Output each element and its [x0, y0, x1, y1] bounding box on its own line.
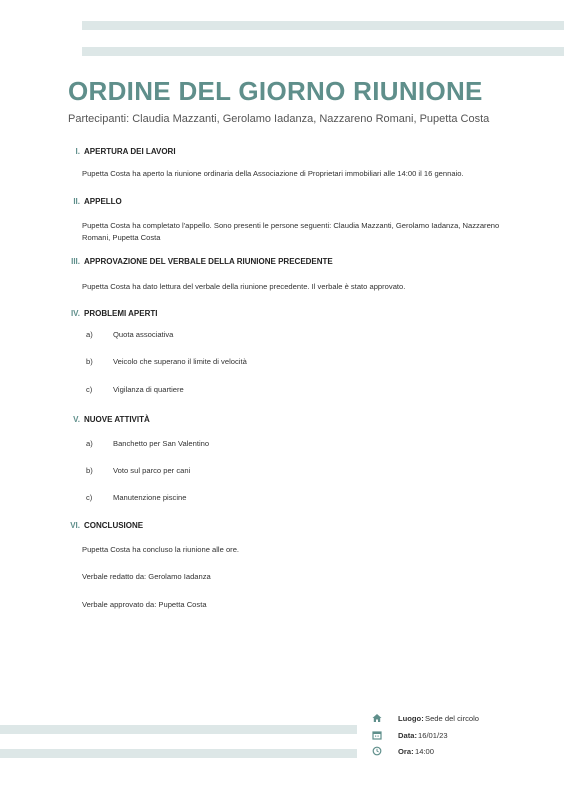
closing-line: Verbale redatto da: Gerolamo Iadanza: [82, 572, 211, 581]
closing-line: Verbale approvato da: Pupetta Costa: [82, 600, 207, 609]
section-paragraph: Pupetta Costa ha aperto la riunione ordinaria della Associazione di Proprietari immobiliari alle 14:00 il 16 gennaio.: [82, 169, 464, 178]
list-item-letter: b): [86, 466, 93, 475]
list-item-letter: c): [86, 385, 93, 394]
participants-names: Claudia Mazzanti, Gerolamo Iadanza, Nazzareno Romani, Pupetta Costa: [132, 113, 490, 125]
bottom-decorative-bar-2: [0, 749, 357, 758]
section-number: V.: [73, 415, 80, 424]
list-item: Vigilanza di quartiere: [113, 385, 184, 394]
date-value: 16/01/23: [418, 731, 448, 740]
location-value: Sede del circolo: [425, 714, 480, 723]
list-item-letter: a): [86, 330, 93, 339]
section-title: CONCLUSIONE: [84, 521, 144, 530]
clock-icon: [372, 746, 382, 756]
time-value: 14:00: [415, 747, 435, 756]
list-item: Manutenzione piscine: [113, 493, 187, 502]
list-item: Quota associativa: [113, 330, 174, 339]
bottom-decorative-bar-1: [0, 725, 357, 734]
section-number: IV.: [70, 309, 80, 318]
section-title: NUOVE ATTIVITÀ: [84, 415, 150, 424]
section-paragraph: Pupetta Costa ha completato l'appello. Sono presenti le persone seguenti: Claudia Mazzanti, Gerolamo Iadanza, Nazzareno Romani, Pupetta Costa: [82, 221, 500, 242]
section-paragraph: Pupetta Costa ha dato lettura del verbale della riunione precedente. Il verbale è stato approvato.: [82, 282, 406, 291]
date-label: Data:: [398, 731, 417, 740]
list-item-letter: c): [86, 493, 93, 502]
list-item-letter: b): [86, 357, 93, 366]
section-number: I.: [75, 147, 80, 156]
section-number: VI.: [70, 521, 80, 530]
section-title: APPROVAZIONE DEL VERBALE DELLA RIUNIONE PRECEDENTE: [84, 257, 333, 266]
list-item: Banchetto per San Valentino: [113, 439, 210, 448]
section-title: APPELLO: [84, 197, 122, 206]
closing-line: Pupetta Costa ha concluso la riunione alle ore.: [82, 545, 240, 554]
home-icon: [372, 713, 382, 723]
section-number: III.: [71, 257, 80, 266]
top-decorative-bar-2: [82, 47, 564, 56]
section-number: II.: [73, 197, 80, 206]
top-decorative-bar-1: [82, 21, 564, 30]
list-item: Veicolo che superano il limite di velocità: [113, 357, 247, 366]
list-item: Voto sul parco per cani: [113, 466, 191, 475]
list-item-letter: a): [86, 439, 93, 448]
section-title: PROBLEMI APERTI: [84, 309, 158, 318]
calendar-icon: [372, 730, 382, 740]
participants-line: [68, 113, 489, 125]
time-label: Ora:: [398, 747, 414, 756]
page-title: ORDINE DEL GIORNO RIUNIONE: [68, 76, 483, 106]
section-title: APERTURA DEI LAVORI: [84, 147, 176, 156]
participants-label: Partecipanti:: [68, 113, 130, 125]
location-label: Luogo:: [398, 714, 424, 723]
